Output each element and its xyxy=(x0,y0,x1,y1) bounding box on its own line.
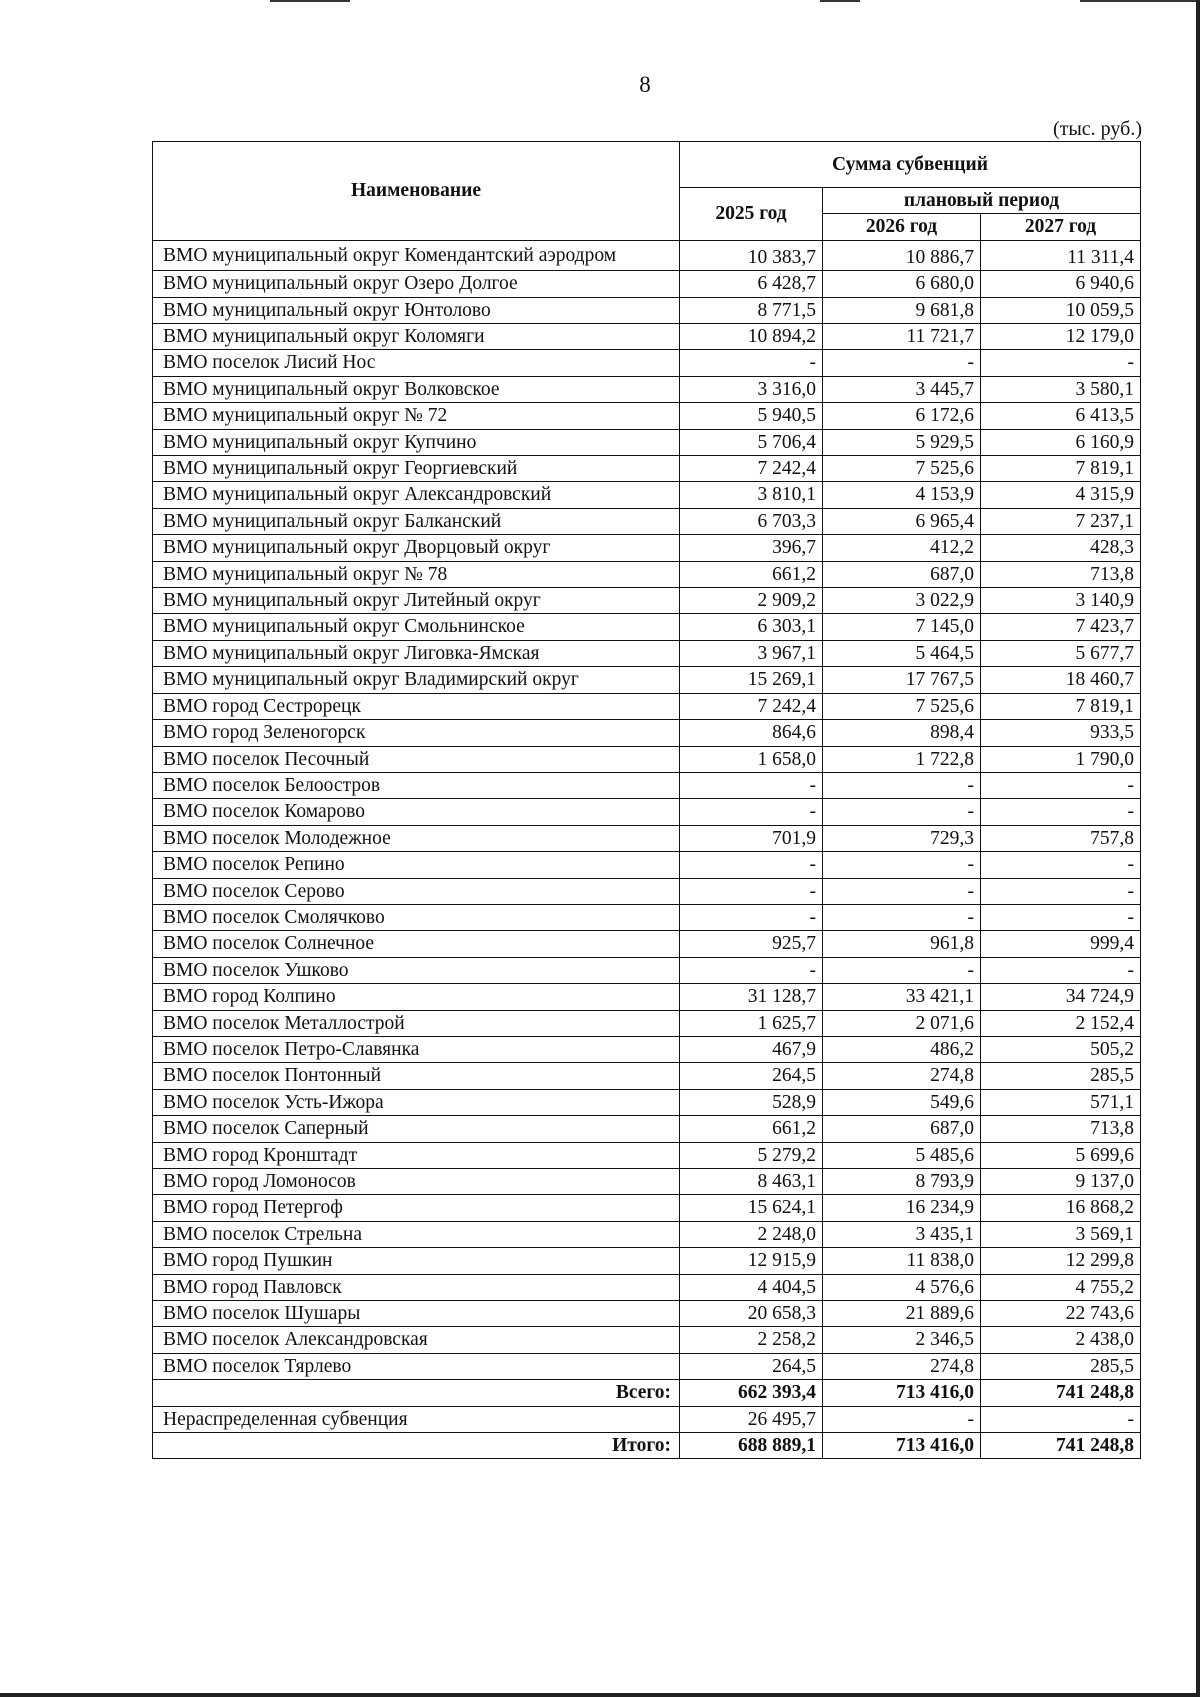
row-name: ВМО муниципальный округ Комендантский аэродром xyxy=(153,240,680,270)
table-row xyxy=(153,376,1141,402)
row-value-2025: - xyxy=(680,799,823,825)
row-value-2027: 16 868,2 xyxy=(981,1195,1141,1221)
units-label: (тыс. руб.) xyxy=(1052,118,1142,140)
row-value-2025: 7 242,4 xyxy=(680,456,823,482)
row-value-2026: 7 145,0 xyxy=(823,614,981,640)
table-row xyxy=(153,1116,1141,1142)
row-value-2026: 9 681,8 xyxy=(823,297,981,323)
table-row xyxy=(153,1353,1141,1379)
table-row xyxy=(153,772,1141,798)
row-name: ВМО муниципальный округ Александровский xyxy=(153,482,680,508)
row-name: ВМО муниципальный округ Купчино xyxy=(153,429,680,455)
row-value-2027: 428,3 xyxy=(981,535,1141,561)
row-value-2025: 264,5 xyxy=(680,1063,823,1089)
row-name: ВМО поселок Лисий Нос xyxy=(153,350,680,376)
row-value-2026: 274,8 xyxy=(823,1063,981,1089)
undistributed-row xyxy=(153,1406,1141,1432)
row-name: ВМО поселок Петро-Славянка xyxy=(153,1036,680,1062)
row-value-2026: 2 346,5 xyxy=(823,1327,981,1353)
row-name: ВМО поселок Понтонный xyxy=(153,1063,680,1089)
row-name: ВМО муниципальный округ Волковское xyxy=(153,376,680,402)
row-value-2026: 11 721,7 xyxy=(823,324,981,350)
table-row xyxy=(153,508,1141,534)
row-value-2026: 3 435,1 xyxy=(823,1221,981,1247)
row-value-2025: 15 269,1 xyxy=(680,667,823,693)
scan-edge-bottom xyxy=(0,1693,1200,1697)
row-value-2026: 3 445,7 xyxy=(823,376,981,402)
row-value-2026: 687,0 xyxy=(823,561,981,587)
table-row xyxy=(153,1142,1141,1168)
row-value-2027: 18 460,7 xyxy=(981,667,1141,693)
table-row xyxy=(153,720,1141,746)
row-value-2027: 505,2 xyxy=(981,1036,1141,1062)
row-name: ВМО поселок Стрельна xyxy=(153,1221,680,1247)
table-row xyxy=(153,1195,1141,1221)
row-value-2026: 6 680,0 xyxy=(823,271,981,297)
row-name: ВМО муниципальный округ Литейный округ xyxy=(153,588,680,614)
row-value-2025: 4 404,5 xyxy=(680,1274,823,1300)
row-name: ВМО город Павловск xyxy=(153,1274,680,1300)
header-name: Наименование xyxy=(153,142,680,241)
row-value-2027: 9 137,0 xyxy=(981,1169,1141,1195)
grand-total-label: Итого: xyxy=(153,1433,680,1459)
subvention-table xyxy=(152,141,1141,1459)
row-value-2027: 285,5 xyxy=(981,1063,1141,1089)
row-value-2026: 7 525,6 xyxy=(823,456,981,482)
row-value-2025: 528,9 xyxy=(680,1089,823,1115)
row-value-2026: 3 022,9 xyxy=(823,588,981,614)
row-value-2025: 15 624,1 xyxy=(680,1195,823,1221)
grand-total-row xyxy=(153,1433,1141,1459)
row-value-2026: 5 485,6 xyxy=(823,1142,981,1168)
row-name: ВМО город Кронштадт xyxy=(153,1142,680,1168)
row-value-2025: 925,7 xyxy=(680,931,823,957)
row-value-2025: - xyxy=(680,350,823,376)
row-value-2025: 10 894,2 xyxy=(680,324,823,350)
row-value-2026: 274,8 xyxy=(823,1353,981,1379)
undistributed-2027: - xyxy=(981,1406,1141,1432)
scan-edge-right xyxy=(1196,0,1200,1697)
page-number: 8 xyxy=(639,72,651,97)
row-name: ВМО город Зеленогорск xyxy=(153,720,680,746)
row-value-2027: 3 569,1 xyxy=(981,1221,1141,1247)
row-name: ВМО муниципальный округ Владимирский округ xyxy=(153,667,680,693)
row-value-2026: 16 234,9 xyxy=(823,1195,981,1221)
row-name: ВМО муниципальный округ Балканский xyxy=(153,508,680,534)
row-value-2025: 2 909,2 xyxy=(680,588,823,614)
row-value-2027: 10 059,5 xyxy=(981,297,1141,323)
row-value-2026: 11 838,0 xyxy=(823,1248,981,1274)
table-row xyxy=(153,588,1141,614)
row-value-2025: 661,2 xyxy=(680,1116,823,1142)
row-value-2027: - xyxy=(981,799,1141,825)
row-value-2027: 12 179,0 xyxy=(981,324,1141,350)
row-name: ВМО поселок Ушково xyxy=(153,957,680,983)
table-row xyxy=(153,799,1141,825)
row-value-2026: 6 172,6 xyxy=(823,403,981,429)
row-value-2025: 3 967,1 xyxy=(680,640,823,666)
total-row xyxy=(153,1380,1141,1406)
row-value-2027: 7 819,1 xyxy=(981,456,1141,482)
row-value-2027: 5 699,6 xyxy=(981,1142,1141,1168)
row-value-2026: 898,4 xyxy=(823,720,981,746)
row-value-2027: 3 140,9 xyxy=(981,588,1141,614)
row-name: ВМО поселок Смолячково xyxy=(153,904,680,930)
row-value-2026: 549,6 xyxy=(823,1089,981,1115)
table-row xyxy=(153,297,1141,323)
row-value-2026: 2 071,6 xyxy=(823,1010,981,1036)
row-value-2027: 3 580,1 xyxy=(981,376,1141,402)
row-value-2027: 1 790,0 xyxy=(981,746,1141,772)
row-name: ВМО поселок Саперный xyxy=(153,1116,680,1142)
row-value-2025: 2 248,0 xyxy=(680,1221,823,1247)
row-value-2025: 3 316,0 xyxy=(680,376,823,402)
row-value-2026: 1 722,8 xyxy=(823,746,981,772)
table-row xyxy=(153,456,1141,482)
row-value-2026: - xyxy=(823,957,981,983)
row-value-2025: 8 463,1 xyxy=(680,1169,823,1195)
row-name: ВМО город Сестрорецк xyxy=(153,693,680,719)
row-value-2027: - xyxy=(981,772,1141,798)
row-name: ВМО муниципальный округ № 72 xyxy=(153,403,680,429)
table-body xyxy=(153,240,1141,1379)
row-value-2026: 5 464,5 xyxy=(823,640,981,666)
row-value-2025: 467,9 xyxy=(680,1036,823,1062)
row-value-2025: 1 625,7 xyxy=(680,1010,823,1036)
row-value-2027: 5 677,7 xyxy=(981,640,1141,666)
table-row xyxy=(153,1221,1141,1247)
row-value-2025: 5 940,5 xyxy=(680,403,823,429)
row-name: ВМО поселок Александровская xyxy=(153,1327,680,1353)
row-value-2025: - xyxy=(680,904,823,930)
row-value-2026: - xyxy=(823,852,981,878)
row-value-2025: - xyxy=(680,878,823,904)
row-value-2025: 8 771,5 xyxy=(680,297,823,323)
row-value-2025: 2 258,2 xyxy=(680,1327,823,1353)
grand-total-2026: 713 416,0 xyxy=(823,1433,981,1459)
row-value-2025: 396,7 xyxy=(680,535,823,561)
table-row xyxy=(153,957,1141,983)
row-name: ВМО город Пушкин xyxy=(153,1248,680,1274)
table-row xyxy=(153,904,1141,930)
undistributed-label: Нераспределенная субвенция xyxy=(153,1406,680,1432)
grand-total-2025: 688 889,1 xyxy=(680,1433,823,1459)
row-name: ВМО поселок Комарово xyxy=(153,799,680,825)
header-sum-group: Сумма субвенций xyxy=(680,142,1141,188)
row-value-2026: 17 767,5 xyxy=(823,667,981,693)
row-name: ВМО город Колпино xyxy=(153,984,680,1010)
row-value-2026: 33 421,1 xyxy=(823,984,981,1010)
row-value-2027: 999,4 xyxy=(981,931,1141,957)
table-row xyxy=(153,746,1141,772)
row-value-2025: 1 658,0 xyxy=(680,746,823,772)
row-value-2027: 7 423,7 xyxy=(981,614,1141,640)
row-value-2027: 34 724,9 xyxy=(981,984,1141,1010)
row-value-2025: 6 428,7 xyxy=(680,271,823,297)
row-value-2027: 713,8 xyxy=(981,1116,1141,1142)
row-name: ВМО муниципальный округ Георгиевский xyxy=(153,456,680,482)
row-value-2027: 6 413,5 xyxy=(981,403,1141,429)
row-value-2025: 3 810,1 xyxy=(680,482,823,508)
table-row xyxy=(153,1301,1141,1327)
row-value-2026: - xyxy=(823,772,981,798)
row-value-2027: - xyxy=(981,878,1141,904)
row-name: ВМО поселок Серово xyxy=(153,878,680,904)
row-value-2027: - xyxy=(981,957,1141,983)
row-name: ВМО муниципальный округ Смольнинское xyxy=(153,614,680,640)
table-row xyxy=(153,852,1141,878)
row-value-2027: 7 819,1 xyxy=(981,693,1141,719)
table-row xyxy=(153,1036,1141,1062)
table-row xyxy=(153,350,1141,376)
table-row xyxy=(153,403,1141,429)
row-value-2025: 864,6 xyxy=(680,720,823,746)
row-value-2026: 4 576,6 xyxy=(823,1274,981,1300)
row-value-2025: - xyxy=(680,772,823,798)
row-value-2027: 7 237,1 xyxy=(981,508,1141,534)
row-value-2027: 4 315,9 xyxy=(981,482,1141,508)
row-value-2027: 6 160,9 xyxy=(981,429,1141,455)
row-value-2027: - xyxy=(981,852,1141,878)
row-value-2027: 6 940,6 xyxy=(981,271,1141,297)
row-value-2025: 6 303,1 xyxy=(680,614,823,640)
row-name: ВМО поселок Молодежное xyxy=(153,825,680,851)
row-name: ВМО поселок Репино xyxy=(153,852,680,878)
undistributed-2026: - xyxy=(823,1406,981,1432)
table-row xyxy=(153,535,1141,561)
table-row xyxy=(153,482,1141,508)
table-row xyxy=(153,271,1141,297)
row-name: ВМО поселок Тярлево xyxy=(153,1353,680,1379)
row-name: ВМО муниципальный округ Озеро Долгое xyxy=(153,271,680,297)
row-value-2025: 10 383,7 xyxy=(680,240,823,270)
row-value-2027: 12 299,8 xyxy=(981,1248,1141,1274)
row-value-2026: 412,2 xyxy=(823,535,981,561)
table-row xyxy=(153,324,1141,350)
row-name: ВМО город Петергоф xyxy=(153,1195,680,1221)
row-name: ВМО муниципальный округ Юнтолово xyxy=(153,297,680,323)
row-value-2026: - xyxy=(823,904,981,930)
total-2026: 713 416,0 xyxy=(823,1380,981,1406)
row-value-2026: 10 886,7 xyxy=(823,240,981,270)
row-value-2026: 5 929,5 xyxy=(823,429,981,455)
row-value-2025: - xyxy=(680,852,823,878)
row-value-2027: 11 311,4 xyxy=(981,240,1141,270)
row-name: ВМО муниципальный округ Лиговка-Ямская xyxy=(153,640,680,666)
table-row xyxy=(153,1327,1141,1353)
row-value-2026: 21 889,6 xyxy=(823,1301,981,1327)
table-row xyxy=(153,1274,1141,1300)
row-value-2026: 6 965,4 xyxy=(823,508,981,534)
row-value-2027: 4 755,2 xyxy=(981,1274,1141,1300)
row-value-2027: 757,8 xyxy=(981,825,1141,851)
header-year-2027: 2027 год xyxy=(981,214,1141,240)
row-value-2025: 264,5 xyxy=(680,1353,823,1379)
grand-total-2027: 741 248,8 xyxy=(981,1433,1141,1459)
row-value-2026: 7 525,6 xyxy=(823,693,981,719)
row-name: ВМО муниципальный округ Коломяги xyxy=(153,324,680,350)
row-value-2025: 12 915,9 xyxy=(680,1248,823,1274)
row-value-2026: 8 793,9 xyxy=(823,1169,981,1195)
table-row xyxy=(153,667,1141,693)
row-value-2027: 22 743,6 xyxy=(981,1301,1141,1327)
header-year-2026: 2026 год xyxy=(823,214,981,240)
row-value-2025: 5 279,2 xyxy=(680,1142,823,1168)
row-value-2026: 961,8 xyxy=(823,931,981,957)
table-row xyxy=(153,1063,1141,1089)
undistributed-2025: 26 495,7 xyxy=(680,1406,823,1432)
row-value-2027: 571,1 xyxy=(981,1089,1141,1115)
table-row xyxy=(153,878,1141,904)
row-name: ВМО поселок Металлострой xyxy=(153,1010,680,1036)
row-name: ВМО поселок Белоостров xyxy=(153,772,680,798)
row-value-2027: 2 438,0 xyxy=(981,1327,1141,1353)
row-value-2025: 5 706,4 xyxy=(680,429,823,455)
total-label: Всего: xyxy=(153,1380,680,1406)
row-value-2026: 486,2 xyxy=(823,1036,981,1062)
row-value-2027: 285,5 xyxy=(981,1353,1141,1379)
header-planned-period: плановый период xyxy=(823,188,1141,214)
table-row xyxy=(153,825,1141,851)
scan-edge-top xyxy=(260,0,1200,3)
row-value-2025: - xyxy=(680,957,823,983)
table-row xyxy=(153,614,1141,640)
row-value-2027: 2 152,4 xyxy=(981,1010,1141,1036)
row-name: ВМО муниципальный округ № 78 xyxy=(153,561,680,587)
row-value-2026: 687,0 xyxy=(823,1116,981,1142)
table-row xyxy=(153,693,1141,719)
row-name: ВМО поселок Усть-Ижора xyxy=(153,1089,680,1115)
table-row xyxy=(153,561,1141,587)
row-name: ВМО муниципальный округ Дворцовый округ xyxy=(153,535,680,561)
table-row xyxy=(153,931,1141,957)
row-value-2025: 20 658,3 xyxy=(680,1301,823,1327)
row-value-2027: 933,5 xyxy=(981,720,1141,746)
row-value-2026: - xyxy=(823,878,981,904)
row-value-2026: - xyxy=(823,350,981,376)
row-name: ВМО поселок Песочный xyxy=(153,746,680,772)
row-value-2026: - xyxy=(823,799,981,825)
row-value-2025: 6 703,3 xyxy=(680,508,823,534)
row-name: ВМО поселок Шушары xyxy=(153,1301,680,1327)
row-name: ВМО поселок Солнечное xyxy=(153,931,680,957)
row-value-2025: 31 128,7 xyxy=(680,984,823,1010)
table-row xyxy=(153,1010,1141,1036)
header-year-2025: 2025 год xyxy=(680,188,823,241)
row-value-2025: 7 242,4 xyxy=(680,693,823,719)
table-row xyxy=(153,984,1141,1010)
total-2027: 741 248,8 xyxy=(981,1380,1141,1406)
total-2025: 662 393,4 xyxy=(680,1380,823,1406)
row-value-2027: - xyxy=(981,904,1141,930)
row-value-2025: 661,2 xyxy=(680,561,823,587)
table-row xyxy=(153,1169,1141,1195)
row-name: ВМО город Ломоносов xyxy=(153,1169,680,1195)
row-value-2025: 701,9 xyxy=(680,825,823,851)
table-row xyxy=(153,640,1141,666)
row-value-2026: 729,3 xyxy=(823,825,981,851)
row-value-2027: - xyxy=(981,350,1141,376)
row-value-2026: 4 153,9 xyxy=(823,482,981,508)
table-row xyxy=(153,1089,1141,1115)
table-row xyxy=(153,1248,1141,1274)
table-row xyxy=(153,240,1141,270)
row-value-2027: 713,8 xyxy=(981,561,1141,587)
table-row xyxy=(153,429,1141,455)
